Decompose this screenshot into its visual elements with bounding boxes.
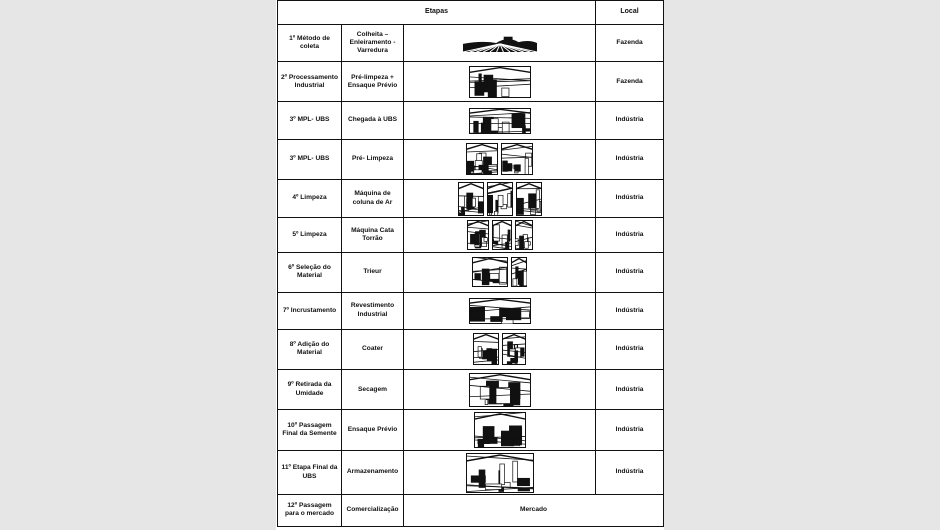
image-group [406, 143, 593, 175]
local-cell: Indústria [596, 139, 664, 179]
process-cell: Ensaque Prévio [342, 410, 404, 451]
local-cell: Indústria [596, 179, 664, 217]
process-row [278, 494, 664, 526]
local-cell: Indústria [596, 218, 664, 253]
image-cell [404, 329, 596, 369]
process-row [278, 218, 664, 253]
image-cell [404, 292, 596, 329]
local-header: Local [596, 1, 664, 25]
dryer-illustration [469, 373, 531, 407]
process-cell: Máquina Cata Torrão [342, 218, 404, 253]
image-cell [404, 218, 596, 253]
image-cell [404, 451, 596, 494]
process-cell: Colheita – Enleiramento - Varredura [342, 25, 404, 62]
air-column-machine-illustration [458, 182, 484, 216]
step-cell: 3º MPL- UBS [278, 139, 342, 179]
local-cell: Indústria [596, 370, 664, 410]
storage-warehouse-illustration [466, 453, 534, 493]
trieur-detail-illustration [511, 257, 527, 287]
process-cell: Revestimento Industrial [342, 292, 404, 329]
image-group [406, 333, 593, 365]
image-cell [404, 253, 596, 292]
process-cell: Coater [342, 329, 404, 369]
image-cell [404, 25, 596, 62]
step-cell: 6º Seleção do Material [278, 253, 342, 292]
market-cell: Mercado [404, 494, 664, 526]
seed-detail-illustration [515, 220, 533, 250]
conveyor-illustration [501, 143, 533, 175]
step-cell: 10º Passagem Final da Semente [278, 410, 342, 451]
step-cell: 4º Limpeza [278, 179, 342, 217]
process-cell: Trieur [342, 253, 404, 292]
bagging-illustration [474, 412, 526, 448]
image-group [406, 298, 593, 324]
trieur-machine-illustration [472, 257, 508, 287]
local-cell: Indústria [596, 253, 664, 292]
coater-detail-illustration [502, 333, 526, 365]
step-cell: 9º Retirada da Umidade [278, 370, 342, 410]
process-cell: Chegada à UBS [342, 102, 404, 139]
process-cell: Pré- Limpeza [342, 139, 404, 179]
image-cell [404, 102, 596, 139]
coater-machine-illustration [473, 333, 499, 365]
process-row [278, 292, 664, 329]
process-row [278, 179, 664, 217]
field-harvest-illustration [463, 34, 537, 52]
process-row [278, 410, 664, 451]
etapas-header: Etapas [278, 1, 596, 25]
image-group [406, 66, 593, 98]
image-cell [404, 370, 596, 410]
image-group [406, 34, 593, 52]
ubs-plant-illustration [469, 108, 531, 134]
local-cell: Indústria [596, 410, 664, 451]
pre-cleaner-machine-illustration [466, 143, 498, 175]
local-cell: Fazenda [596, 62, 664, 102]
seed-process-table [277, 0, 664, 527]
image-cell [404, 139, 596, 179]
process-cell: Armazenamento [342, 451, 404, 494]
step-cell: 12º Passagem para o mercado [278, 494, 342, 526]
step-cell: 2º Processamento Industrial [278, 62, 342, 102]
local-cell: Indústria [596, 451, 664, 494]
image-cell [404, 179, 596, 217]
process-cell: Secagem [342, 370, 404, 410]
local-cell: Indústria [596, 292, 664, 329]
image-group [406, 220, 593, 250]
image-group [406, 412, 593, 448]
process-row [278, 62, 664, 102]
machine-detail-illustration [487, 182, 513, 216]
process-row [278, 139, 664, 179]
warehouse-illustration [469, 66, 531, 98]
image-cell [404, 62, 596, 102]
step-cell: 1º Método de coleta [278, 25, 342, 62]
image-group [406, 108, 593, 134]
process-row [278, 370, 664, 410]
local-cell: Indústria [596, 329, 664, 369]
step-cell: 11º Etapa Final da UBS [278, 451, 342, 494]
step-cell: 8º Adição do Material [278, 329, 342, 369]
process-row [278, 25, 664, 62]
image-group [406, 453, 593, 493]
process-cell: Comercialização [342, 494, 404, 526]
seed-detail-illustration [516, 182, 542, 216]
image-cell [404, 410, 596, 451]
local-cell: Indústria [596, 102, 664, 139]
local-cell: Fazenda [596, 25, 664, 62]
step-cell: 7º Incrustamento [278, 292, 342, 329]
image-group [406, 373, 593, 407]
process-row [278, 102, 664, 139]
image-group [406, 257, 593, 287]
process-cell: Pré-limpeza + Ensaque Prévio [342, 62, 404, 102]
process-row [278, 253, 664, 292]
step-cell: 3º MPL- UBS [278, 102, 342, 139]
process-row [278, 329, 664, 369]
process-cell: Máquina de coluna de Ar [342, 179, 404, 217]
image-group [406, 182, 593, 216]
step-cell: 5º Limpeza [278, 218, 342, 253]
coating-line-illustration [469, 298, 531, 324]
machine-detail-illustration [492, 220, 512, 250]
clod-picker-machine-illustration [467, 220, 489, 250]
process-row [278, 451, 664, 494]
header-row [278, 1, 664, 25]
